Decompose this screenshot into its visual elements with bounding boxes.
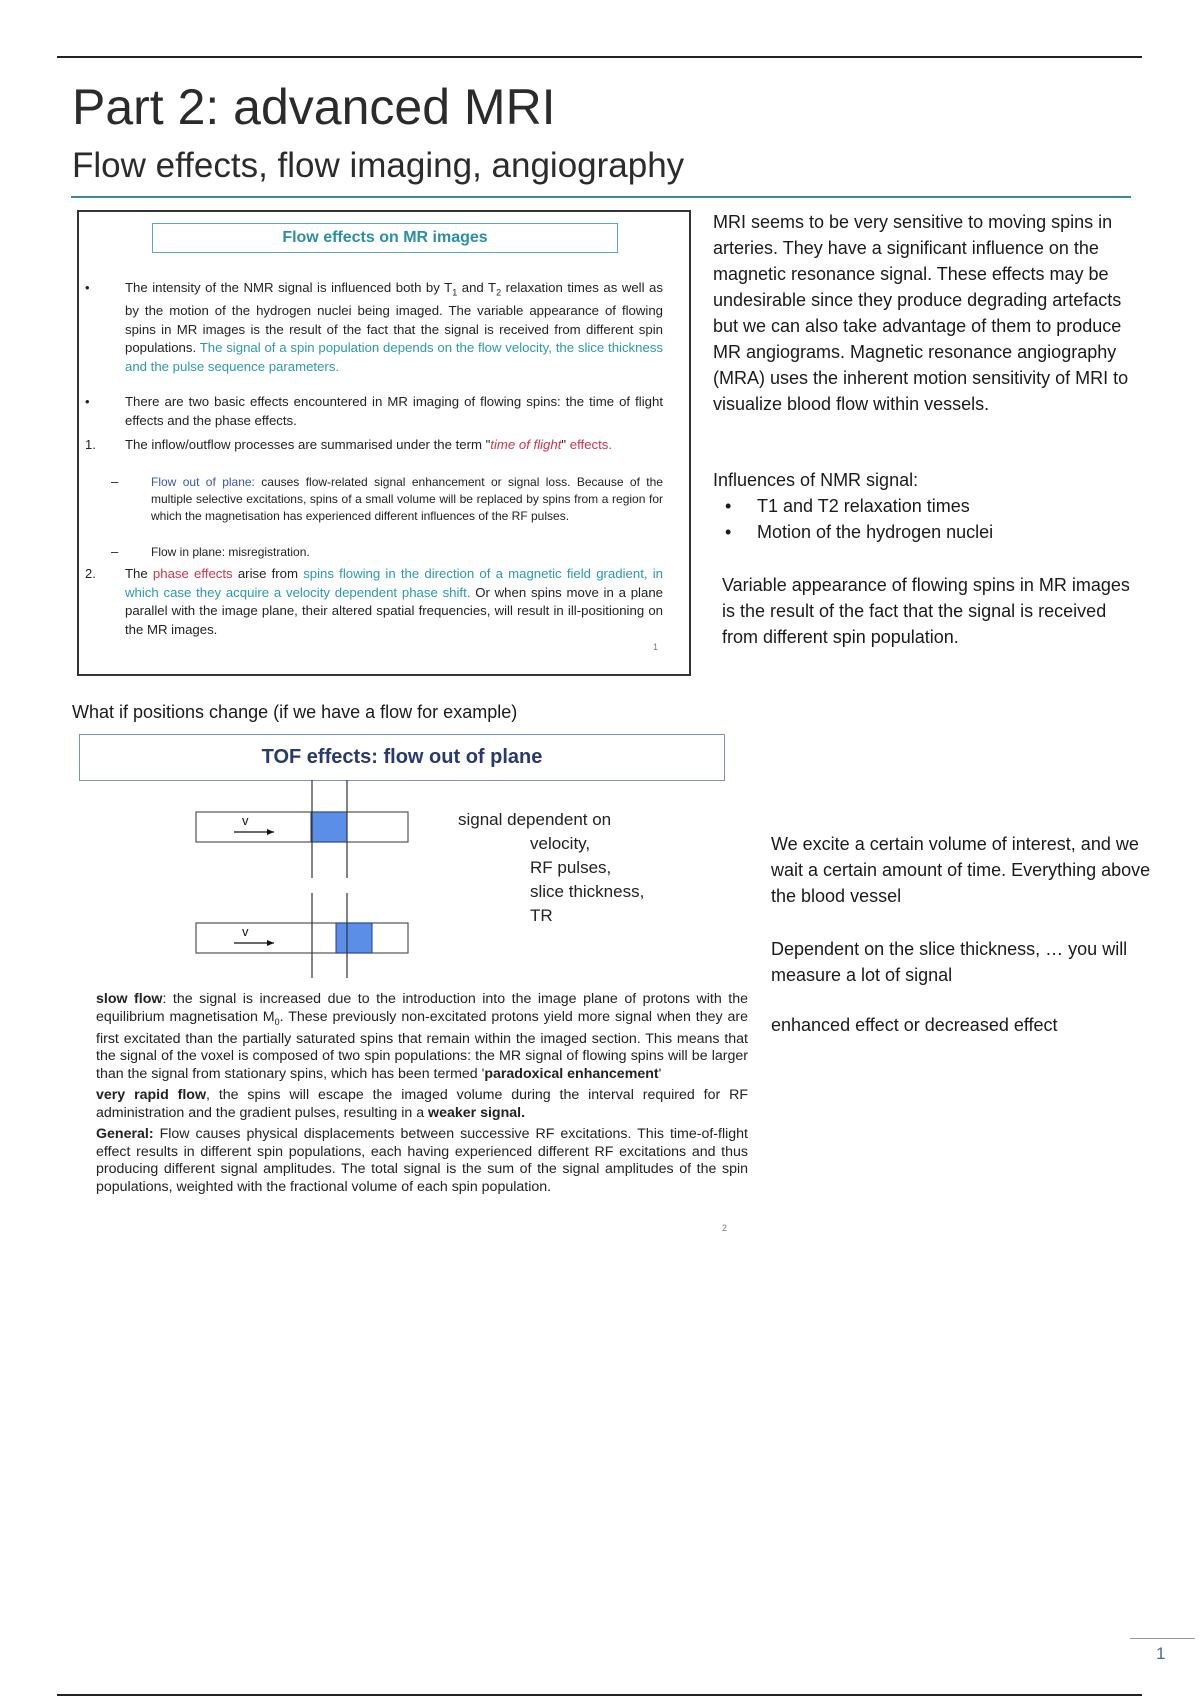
slide1-title: Flow effects on MR images	[152, 223, 618, 253]
list-item: • T1 and T2 relaxation times	[757, 493, 1133, 519]
bottom-rule	[57, 1694, 1142, 1696]
vessel-bottom	[196, 923, 408, 953]
slide1-bullet-intensity: The intensity of the NMR signal is influenced both by $T_1$ and $T_2$ relaxation times as well as by the motion of the hydrogen nuclei being imaged. The variable appearance of flowing spins in MR images is the result of the fact that the signal is received from different spin populations. The signal of a spin population depends on the flow velocity, the slice thickness and the pulse sequence parameters.	[125, 280, 664, 374]
velocity-label: v	[242, 813, 249, 828]
note-variable-appearance: Variable appearance of flowing spins in MR images is the result of the fact that the signal is received from different spin population.	[722, 575, 1130, 647]
signal-item: RF pulses,	[530, 858, 612, 877]
note-excite-volume: We excite a certain volume of interest, and we wait a certain amount of time. Everything above the blood vessel	[771, 834, 1151, 906]
signal-item: velocity,	[530, 834, 591, 853]
tof-diagram	[190, 778, 420, 978]
list-item: • Motion of the hydrogen nuclei	[757, 519, 1133, 545]
note-sensitivity: MRI seems to be very sensitive to moving spins in arteries. They have a significant influence on the magnetic resonance signal. These effects may be undesirable since they produce degrading artefacts but we can also take advantage of them to produce MR angiograms. Magnetic resonance angiography (MRA) uses the inherent motion sensitivity of MRI to visualize blood flow within vessels.	[713, 212, 1129, 414]
top-rule	[57, 56, 1142, 58]
page-subtitle: Flow effects, flow imaging, angiography	[72, 146, 685, 185]
bullet-marker: •	[85, 280, 90, 295]
signal-item: TR	[530, 906, 553, 925]
note-slice-thickness: Dependent on the slice thickness, … you will measure a lot of signal	[771, 939, 1128, 985]
page-number-rule	[1130, 1638, 1195, 1639]
vessel-top	[196, 812, 408, 842]
signal-dependent-title: signal dependent on	[458, 810, 612, 829]
page-title: Part 2: advanced MRI	[72, 79, 556, 135]
what-if-heading: What if positions change (if we have a flow for example)	[72, 702, 518, 722]
number-marker: 1.	[85, 437, 96, 452]
rapid-flow-bullet: very rapid flow, the spins will escape the imaged volume during the interval required for RF administration and the gradient pulses, resulting in a weaker signal.	[96, 1087, 748, 1121]
number-marker: 2.	[85, 566, 96, 581]
influences-title: Influences of NMR signal:	[713, 470, 919, 490]
excited-slice-top	[311, 812, 347, 842]
bullet-marker: •	[85, 394, 90, 409]
title-rule	[71, 196, 1131, 198]
slide2-bullets	[96, 991, 748, 1200]
dash-marker: –	[111, 474, 119, 489]
general-bullet: General: Flow causes physical displacements between successive RF excitations. This time-of-flight effect results in different spin populations, each having experienced different RF excitations and thus producing different signal amplitudes. The total signal is the sum of the signal amplitudes of the spin populations, weighted with the fractional volume of each spin population.	[96, 1126, 748, 1195]
slide2-page-number: 2	[722, 1223, 728, 1233]
slide1-bullet-basic-effects: There are two basic effects encountered in MR imaging of flowing spins: the time of flight effects and the phase effects.	[125, 394, 663, 428]
note-enhanced-effect: enhanced effect or decreased effect	[771, 1015, 1058, 1035]
velocity-label: v	[242, 924, 249, 939]
slide1-sub-flow-in-plane: Flow in plane: misregistration.	[151, 545, 310, 559]
excited-slice-bottom	[336, 923, 372, 953]
slide2-title: TOF effects: flow out of plane	[79, 734, 725, 781]
slide-flow-effects	[77, 210, 691, 676]
note-influences	[713, 467, 1133, 545]
signal-item: slice thickness,	[530, 882, 645, 901]
slide1-item-tof: The inflow/outflow processes are summarised under the term "time of flight" effects.	[125, 437, 613, 452]
influences-list	[713, 493, 1133, 545]
slide1-item-phase: The phase effects arise from spins flowing in the direction of a magnetic field gradient, in which case they acquire a velocity dependent phase shift. Or when spins move in a plane parallel with the image plane, their altered spatial frequencies, will result in ill-positioning on the MR images.	[125, 566, 663, 637]
slow-flow-bullet: slow flow: the signal is increased due to the introduction into the image plane of protons with the equilibrium magnetisation $M_0$. These previously non-excitated protons yield more signal when they are first excitated than the partially saturated spins that remain within the imaged section. This means that the signal of the voxel is composed of two spin populations: the MR signal of flowing spins will be larger than the signal from stationary spins, which has been termed 'paradoxical enhancement'	[96, 991, 749, 1082]
dash-marker: –	[111, 544, 119, 559]
page-number: 1	[1156, 1644, 1166, 1663]
slide1-sub-flow-out-of-plane: Flow out of plane: causes flow-related signal enhancement or signal loss. Because of the multiple selective excitations, spins of a small volume will be replaced by spins from a region for which the magnetisation has experienced different influences of the RF pulses.	[151, 475, 663, 523]
slide1-page-number: 1	[653, 642, 659, 652]
